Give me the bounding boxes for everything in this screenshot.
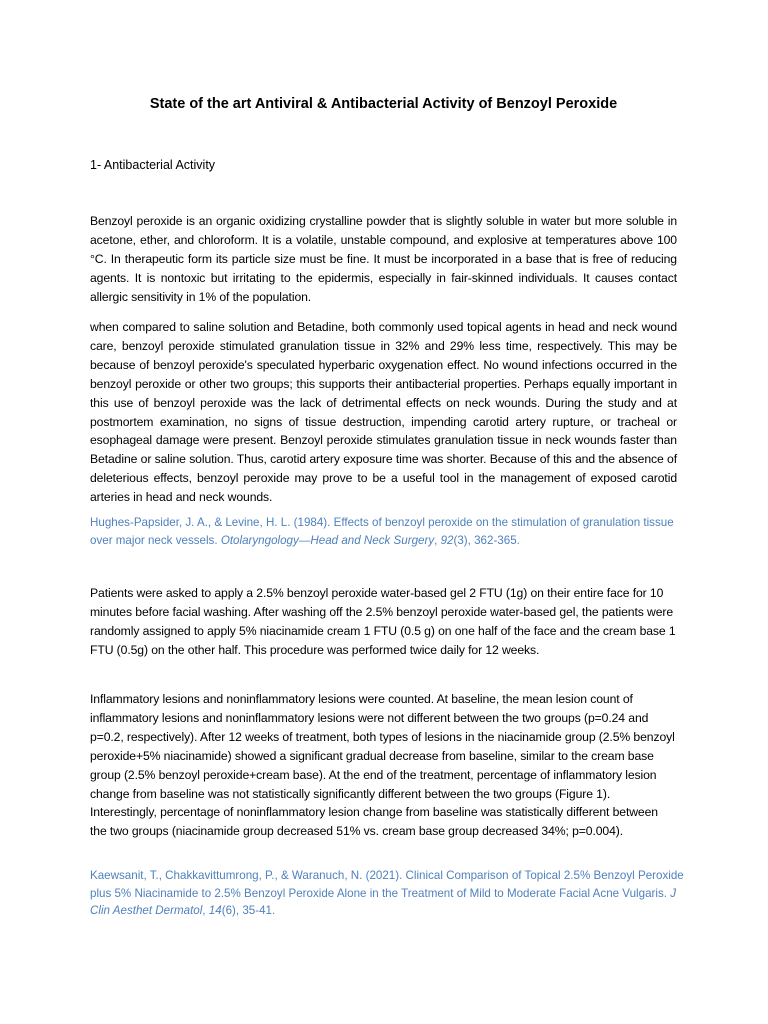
citation-authors: Hughes-Papsider, J. A., & Levine, H. L. (1984). Effects of benzoyl peroxide on the stimulation of granulation tissue over major neck vessels. bbox=[90, 516, 674, 547]
section-heading-antibacterial: 1- Antibacterial Activity bbox=[90, 158, 216, 172]
citation-volume: 14 bbox=[208, 904, 222, 917]
citation-pages: (3), 362-365. bbox=[453, 533, 520, 547]
paragraph-patient-procedure: Patients were asked to apply a 2.5% benzoyl peroxide water-based gel 2 FTU (1g) on their entire face for 10 minutes before facial washing. After washing off the 2.5% benzoyl peroxide water-based gel, the patients were randomly assigned to apply 5% niacinamide cream 1 FTU (0.5 g) on one half of the face and the cream base 1 FTU (0.5g) on the other half. This procedure was performed twice daily for 12 weeks. bbox=[90, 586, 676, 657]
citation-separator: , bbox=[202, 904, 209, 917]
paragraph-lesion-results: Inflammatory lesions and noninflammatory lesions were counted. At baseline, the mean lesion count of inflammatory lesions and noninflammatory lesions were not different between the two groups (p=0.24 and p=0.2, respectively). After 12 weeks of treatment, both types of lesions in the niacinamide group (2.5% benzoyl peroxide+5% niacinamide) showed a significant gradual decrease from baseline, similar to the cream base group (2.5% benzoyl peroxide+cream base). At the end of the treatment, percentage of inflammatory lesion change from baseline was not statistically significantly different between the two groups (Figure 1). Interestingly, percentage of noninflammatory lesion change from baseline was statistically different between the two groups (niacinamide group decreased 51% vs. cream base group decreased 34%; p=0.004). bbox=[90, 692, 675, 839]
citation-hughes-papsider bbox=[90, 514, 690, 549]
citation-volume: 92 bbox=[440, 533, 454, 547]
citation-journal: Otolaryngology—Head and Neck Surgery bbox=[220, 533, 435, 547]
document-title: State of the art Antiviral & Antibacterial Activity of Benzoyl Peroxide bbox=[149, 96, 618, 112]
citation-kaewsanit bbox=[90, 867, 690, 920]
paragraph-wound-care-study: when compared to saline solution and Betadine, both commonly used topical agents in head and neck wound care, benzoyl peroxide stimulated granulation tissue in 32% and 29% less time, respectively. This may be because of benzoyl peroxide's speculated hyperbaric oxygenation effect. No wound infections occurred in the benzoyl peroxide or other two groups; this supports their antibacterial properties. Perhaps equally important in this use of benzoyl peroxide was the lack of detrimental effects on neck wounds. During the study and at postmortem examination, no signs of tissue destruction, impending carotid artery rupture, or tracheal or esophageal damage were present. Benzoyl peroxide stimulates granulation tissue in neck wounds faster than Betadine or saline solution. Thus, carotid artery exposure time was shorter. Because of this and the absence of deleterious effects, benzoyl peroxide may prove to be a useful tool in the management of exposed carotid arteries in head and neck wounds. bbox=[90, 320, 677, 505]
citation-journal: J Clin Aesthet Dermatol bbox=[90, 886, 677, 917]
citation-separator: , bbox=[434, 533, 441, 547]
citation-pages: (6), 35-41. bbox=[221, 904, 276, 917]
paragraph-benzoyl-properties: Benzoyl peroxide is an organic oxidizing crystalline powder that is slightly soluble in water but more soluble in acetone, ether, and chloroform. It is a volatile, unstable compound, and explosive at temperatures above 100 °C. In therapeutic form its particle size must be fine. It must be incorporated in a base that is free of reducing agents. It is nontoxic but irritating to the epidermis, especially in fair-skinned individuals. It causes contact allergic sensitivity in 1% of the population. bbox=[90, 214, 677, 304]
citation-authors: Kaewsanit, T., Chakkavittumrong, P., & Waranuch, N. (2021). Clinical Comparison of Topical 2.5% Benzoyl Peroxide plus 5% Niacinamide to 2.5% Benzoyl Peroxide Alone in the Treatment of Mild to Moderate Facial Acne Vulgaris. bbox=[90, 869, 684, 900]
